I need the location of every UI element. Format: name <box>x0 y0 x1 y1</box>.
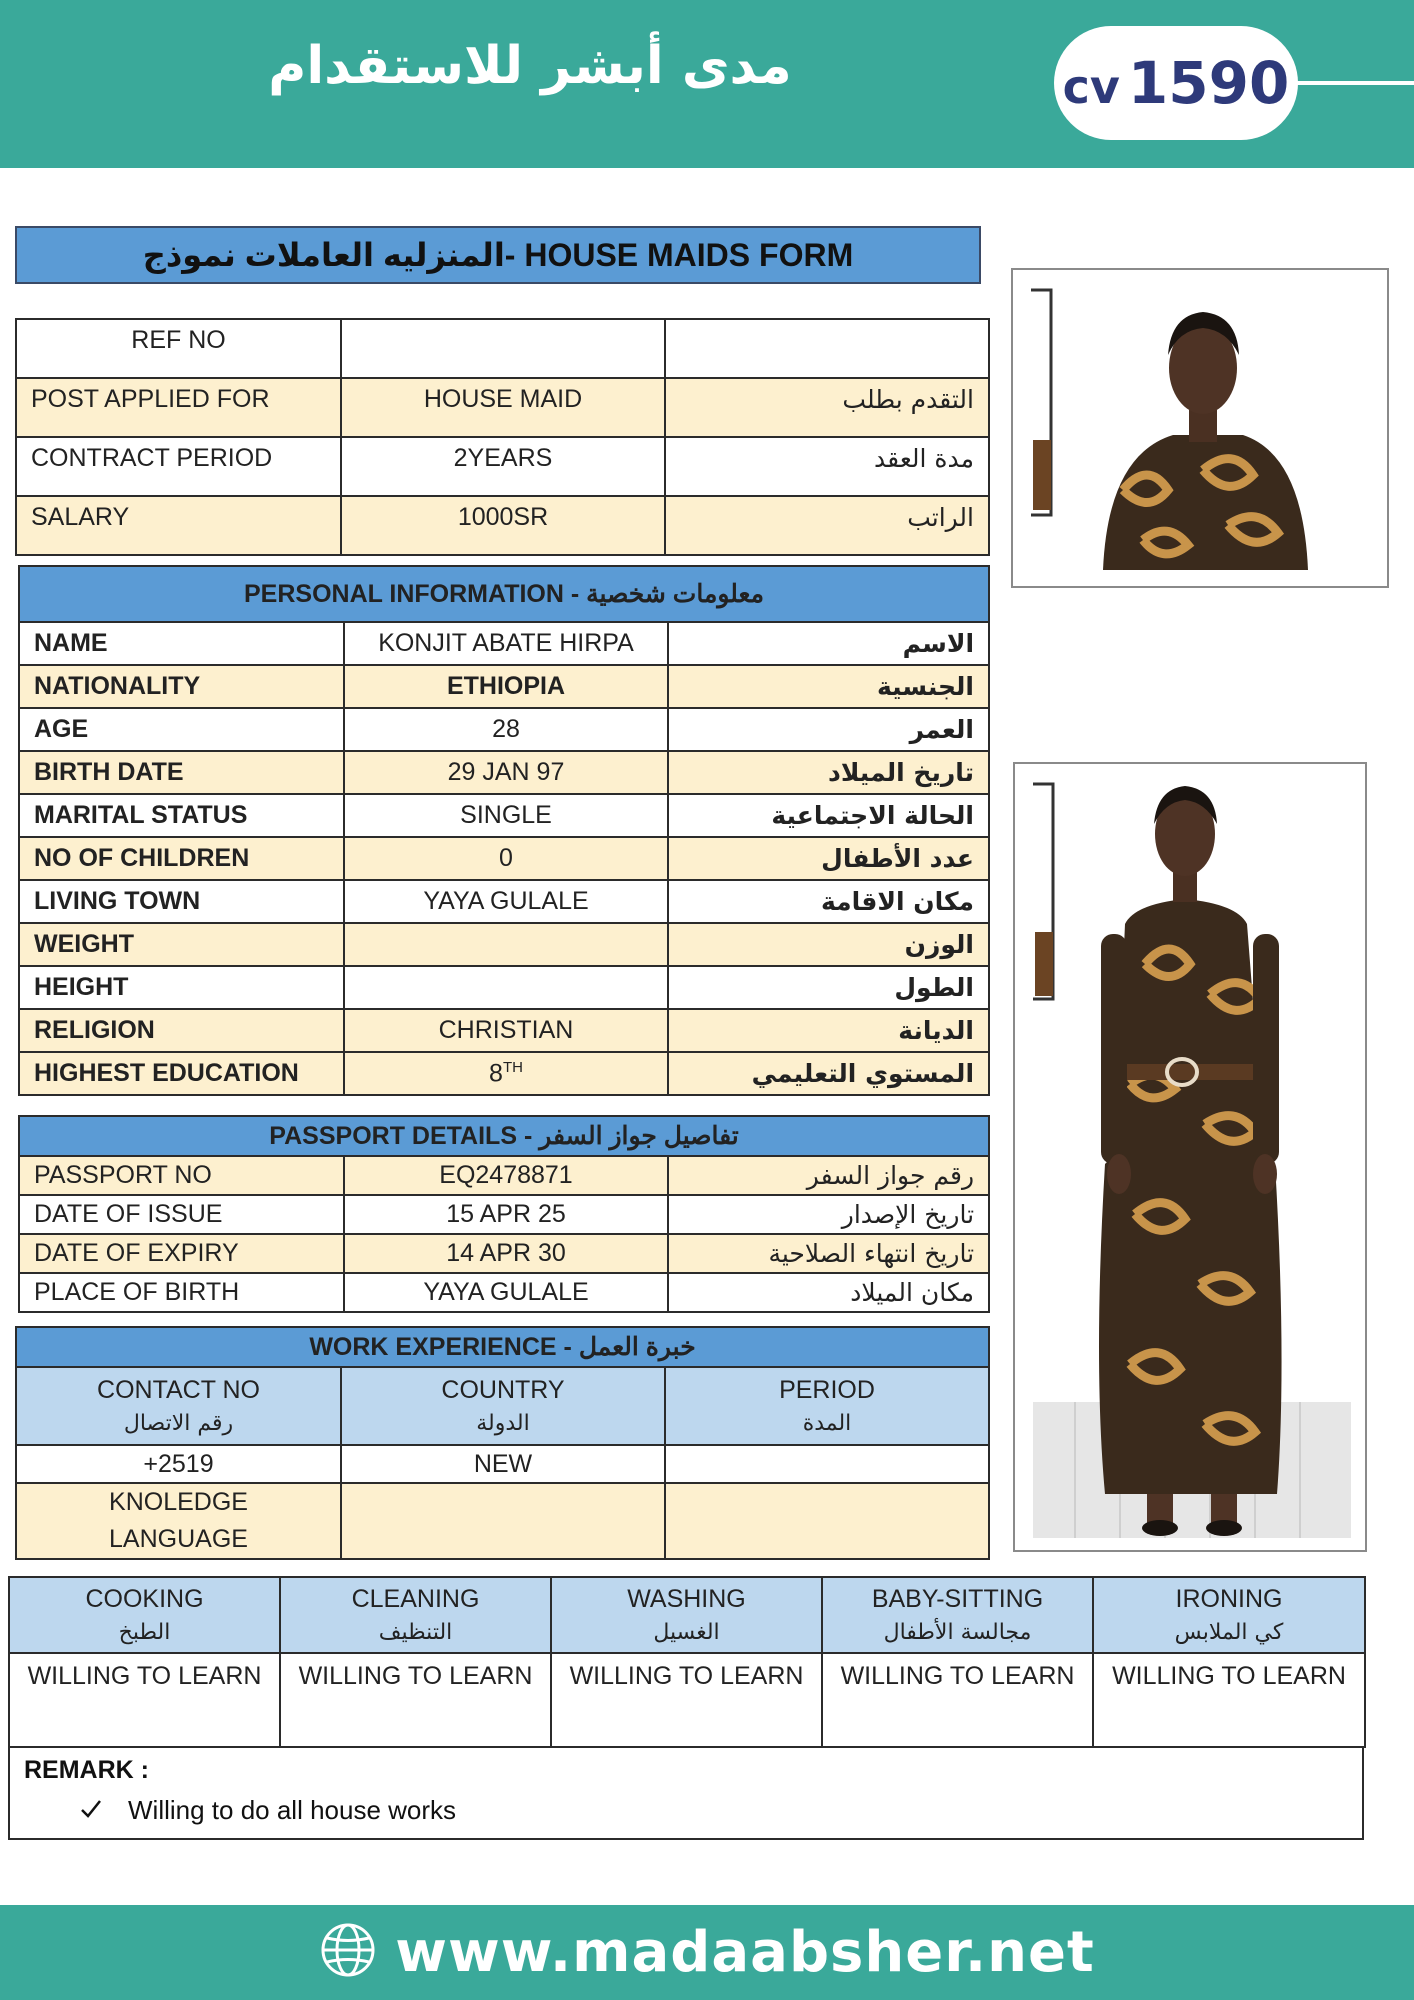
table-row <box>19 751 989 794</box>
table-row <box>19 880 989 923</box>
ref-extra <box>665 319 989 378</box>
field-label-ar: الديانة <box>668 1009 989 1052</box>
field-value: 0 <box>344 837 668 880</box>
website-url[interactable]: www.madaabsher.net <box>395 1920 1095 1985</box>
field-label: PLACE OF BIRTH <box>19 1273 344 1312</box>
field-label-ar: الوزن <box>668 923 989 966</box>
field-value: SINGLE <box>344 794 668 837</box>
column-header: CONTACT NO رقم الاتصال <box>16 1367 341 1445</box>
field-label-ar: العمر <box>668 708 989 751</box>
table-row <box>19 1156 989 1195</box>
ref-label: REF NO <box>16 319 341 378</box>
table-row <box>16 319 989 378</box>
remark-text: Willing to do all house works <box>128 1795 457 1825</box>
field-label-ar: المستوي التعليمي <box>668 1052 989 1095</box>
field-label: BIRTH DATE <box>19 751 344 794</box>
full-body-image <box>1015 764 1367 1552</box>
skill-header: WASHING الغسيل <box>551 1577 822 1653</box>
field-label: CONTRACT PERIOD <box>16 437 341 496</box>
field-value: KONJIT ABATE HIRPA <box>344 622 668 665</box>
table-row <box>19 923 989 966</box>
table-row <box>16 1445 989 1483</box>
field-label: NATIONALITY <box>19 665 344 708</box>
field-value <box>344 923 668 966</box>
field-label: DATE OF ISSUE <box>19 1195 344 1234</box>
field-label: DATE OF EXPIRY <box>19 1234 344 1273</box>
table-row <box>16 378 989 437</box>
table-row <box>9 1653 1365 1747</box>
field-label: LIVING TOWN <box>19 880 344 923</box>
contact-value: +2519 <box>16 1445 341 1483</box>
skill-header: IRONING كي الملابس <box>1093 1577 1365 1653</box>
field-label-ar: مكان الاقامة <box>668 880 989 923</box>
table-row <box>16 437 989 496</box>
cv-prefix: cv <box>1062 60 1120 114</box>
field-label: SALARY <box>16 496 341 555</box>
field-label-ar: الراتب <box>665 496 989 555</box>
field-value: 2YEARS <box>341 437 665 496</box>
field-label-ar: تاريخ انتهاء الصلاحية <box>668 1234 989 1273</box>
country-value: NEW <box>341 1445 665 1483</box>
passport-table <box>18 1115 990 1313</box>
globe-icon <box>319 1921 377 1984</box>
field-label: MARITAL STATUS <box>19 794 344 837</box>
remark-item <box>80 1795 1348 1826</box>
skill-header: BABY-SITTING مجالسة الأطفال <box>822 1577 1093 1653</box>
table-row <box>19 966 989 1009</box>
field-value: 1000SR <box>341 496 665 555</box>
table-row <box>19 1195 989 1234</box>
skills-table <box>8 1576 1366 1748</box>
table-row <box>19 622 989 665</box>
portrait-image <box>1013 270 1389 588</box>
field-value: 14 APR 30 <box>344 1234 668 1273</box>
work-experience-table <box>15 1326 990 1560</box>
remark-box <box>8 1746 1364 1840</box>
knowledge-extra <box>665 1483 989 1559</box>
personal-info-table <box>18 565 990 1096</box>
field-label: WEIGHT <box>19 923 344 966</box>
field-value <box>344 966 668 1009</box>
portrait-photo <box>1011 268 1389 588</box>
field-label-ar: تاريخ الإصدار <box>668 1195 989 1234</box>
field-value: YAYA GULALE <box>344 880 668 923</box>
skill-status: WILLING TO LEARN <box>1093 1653 1365 1747</box>
skill-status: WILLING TO LEARN <box>551 1653 822 1747</box>
table-row <box>19 1052 989 1095</box>
field-value: 28 <box>344 708 668 751</box>
field-label-ar: التقدم بطلب <box>665 378 989 437</box>
remark-label: REMARK : <box>24 1756 149 1784</box>
field-value: HOUSE MAID <box>341 378 665 437</box>
field-value: 29 JAN 97 <box>344 751 668 794</box>
field-value: CHRISTIAN <box>344 1009 668 1052</box>
knowledge-value <box>341 1483 665 1559</box>
ref-value <box>341 319 665 378</box>
skill-status: WILLING TO LEARN <box>280 1653 551 1747</box>
field-label-ar: رقم جواز السفر <box>668 1156 989 1195</box>
skill-status: WILLING TO LEARN <box>822 1653 1093 1747</box>
field-value: 8TH <box>344 1052 668 1095</box>
field-value: ETHIOPIA <box>344 665 668 708</box>
field-label: NO OF CHILDREN <box>19 837 344 880</box>
field-label: HEIGHT <box>19 966 344 1009</box>
field-label-ar: عدد الأطفال <box>668 837 989 880</box>
knowledge-language-label: KNOLEDGE LANGUAGE <box>16 1483 341 1559</box>
field-label: AGE <box>19 708 344 751</box>
form-title: المنزليه العاملات نموذج- HOUSE MAIDS FORM <box>15 226 981 284</box>
top-banner <box>0 0 1414 168</box>
section-header: PASSPORT DETAILS - تفاصيل جواز السفر <box>19 1116 989 1156</box>
field-label-ar: مكان الميلاد <box>668 1273 989 1312</box>
column-header: COUNTRY الدولة <box>341 1367 665 1445</box>
brand-title: مدى أبشر للاستقدام <box>268 36 792 96</box>
table-row <box>19 1009 989 1052</box>
field-value: 15 APR 25 <box>344 1195 668 1234</box>
table-row <box>19 837 989 880</box>
field-label-ar: تاريخ الميلاد <box>668 751 989 794</box>
field-label: NAME <box>19 622 344 665</box>
field-label-ar: الجنسية <box>668 665 989 708</box>
table-header-row <box>16 1367 989 1445</box>
table-row <box>19 665 989 708</box>
field-label-ar: الاسم <box>668 622 989 665</box>
cv-badge <box>1054 26 1298 140</box>
table-row <box>19 708 989 751</box>
field-label-ar: الحالة الاجتماعية <box>668 794 989 837</box>
table-row <box>16 1483 989 1559</box>
full-body-photo <box>1013 762 1367 1552</box>
table-row <box>16 496 989 555</box>
check-icon <box>80 1795 102 1826</box>
field-label: HIGHEST EDUCATION <box>19 1052 344 1095</box>
cv-number: 1590 <box>1127 49 1290 117</box>
skill-header: CLEANING التنظيف <box>280 1577 551 1653</box>
field-value: YAYA GULALE <box>344 1273 668 1312</box>
field-label: RELIGION <box>19 1009 344 1052</box>
field-label: PASSPORT NO <box>19 1156 344 1195</box>
field-label: POST APPLIED FOR <box>16 378 341 437</box>
table-header-row <box>9 1577 1365 1653</box>
section-header: PERSONAL INFORMATION - معلومات شخصية <box>19 566 989 622</box>
skill-status: WILLING TO LEARN <box>9 1653 280 1747</box>
table-row <box>19 1273 989 1312</box>
column-header: PERIOD المدة <box>665 1367 989 1445</box>
field-value: EQ2478871 <box>344 1156 668 1195</box>
section-header: WORK EXPERIENCE - خبرة العمل <box>16 1327 989 1367</box>
footer-banner <box>0 1905 1414 2000</box>
field-label-ar: مدة العقد <box>665 437 989 496</box>
period-value <box>665 1445 989 1483</box>
job-info-table <box>15 318 990 556</box>
table-row <box>19 794 989 837</box>
skill-header: COOKING الطبخ <box>9 1577 280 1653</box>
field-label-ar: الطول <box>668 966 989 1009</box>
table-row <box>19 1234 989 1273</box>
